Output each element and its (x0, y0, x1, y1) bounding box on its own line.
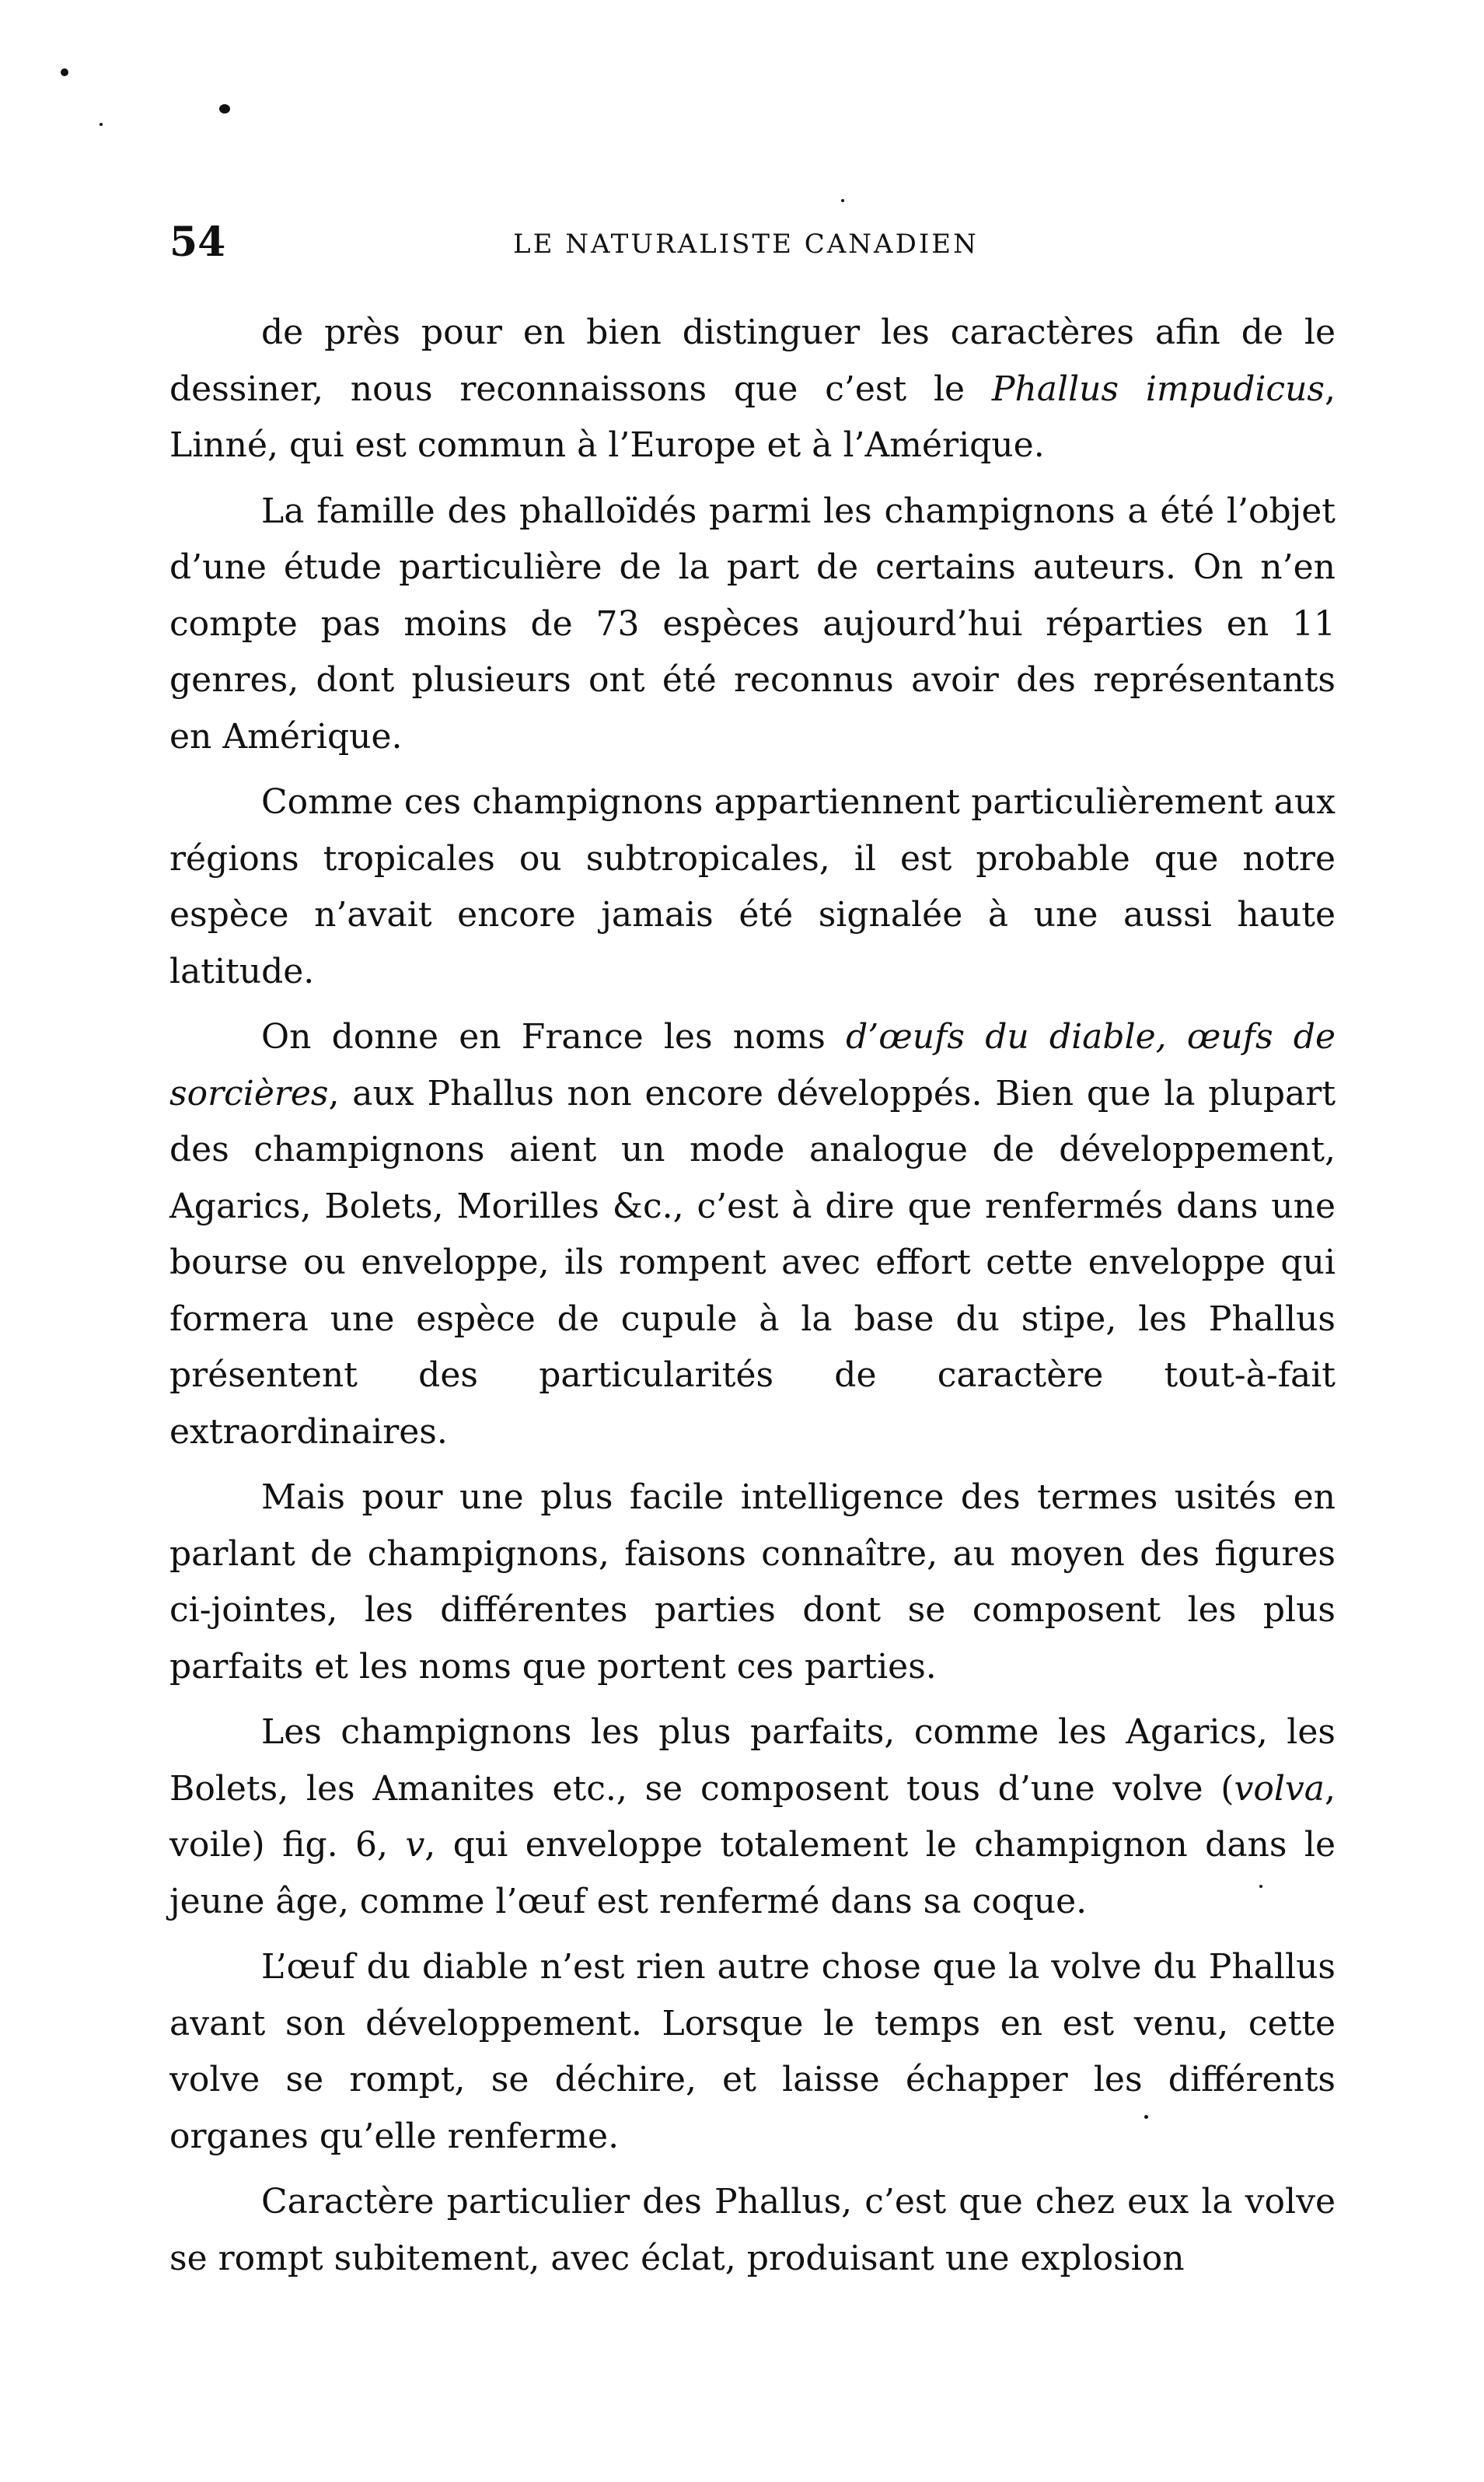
paragraph-text: Mais pour une plus facile intelligence des termes usités en parlant de champignons, faisons connaître, au moyen des figures ci-jointes, les différentes parties dont se composent les plus parfaits et les noms que portent ces parties. (169, 1477, 1336, 1687)
paragraph-text: L’œuf du diable n’est rien autre chose que la volve du Phallus avant son développement. Lorsque le temps en est venu, cette volve se rompt, se déchire, et laisse échapper les différents organes qu’elle renferme. (169, 1947, 1336, 2156)
paragraph-text: , voile) fig. 6, (169, 1768, 1336, 1865)
paragraph-text: Comme ces champignons appartiennent particulièrement aux régions tropicales ou subtropicales, il est probable que notre espèce n’avait encore jamais été signalée à une aussi haute latitude. (169, 782, 1336, 991)
paragraph-text: Les champignons les plus parfaits, comme les Agarics, les Bolets, les Amanites etc., se composent tous d’une volve ( (169, 1712, 1336, 1809)
scan-speck (219, 104, 230, 114)
paragraph (169, 305, 1336, 474)
paragraph-text: , Linné, qui est commun à l’Europe et à l’Amérique. (169, 369, 1336, 465)
paragraph (169, 2174, 1336, 2287)
scan-speck (841, 199, 844, 202)
page-header (169, 219, 1336, 266)
italic-figure-letter: v (405, 1825, 425, 1865)
paragraph-text: , qui enveloppe totalement le champignon dans le jeune âge, comme l’œuf est renfermé dans sa coque. (169, 1825, 1336, 1921)
species-name: Phallus impudicus (991, 369, 1325, 409)
scan-speck (1144, 2115, 1148, 2119)
paragraph-text: , aux Phallus non encore développés. Bien que la plupart des champignons aient un mode analogue de développement, Agarics, Bolets, Morilles &c., c’est à dire que renfermés dans une bourse ou enveloppe, ils rompent avec effort cette enveloppe qui formera une espèce de cupule à la base du stipe, les Phallus présentent des particularités de caractère tout-à-fait extraordinaires. (169, 1073, 1336, 1452)
scan-speck (100, 123, 103, 126)
running-head: LE NATURALISTE CANADIEN (513, 229, 979, 260)
paragraph (169, 484, 1336, 766)
italic-phrase: d’œufs du diable, œufs de sorcières (169, 1017, 1336, 1113)
paragraph-text: La famille des phalloïdés parmi les champignons a été l’objet d’une étude particulière de la part de certains auteurs. On n’en compte pas moins de 73 espèces aujourd’hui réparties en 11 genres, dont plusieurs ont été reconnus avoir des représentants en Amérique. (169, 491, 1336, 757)
scan-speck (61, 68, 68, 76)
scan-speck (1259, 1885, 1262, 1888)
paragraph (169, 1470, 1336, 1695)
paragraph (169, 1939, 1336, 2165)
paragraph (169, 1009, 1336, 1460)
paragraph-text: de près pour en bien distinguer les caractères afin de le dessiner, nous reconnaissons que c’est le (169, 313, 1336, 409)
paragraph (169, 774, 1336, 1000)
paragraph (169, 1704, 1336, 1930)
page-body (169, 305, 1336, 2296)
italic-term: volva (1234, 1768, 1325, 1809)
paragraph-text: Caractère particulier des Phallus, c’est que chez eux la volve se rompt subitement, avec éclat, produisant une explosion (169, 2182, 1336, 2278)
paragraph-text: On donne en France les noms (261, 1017, 847, 1057)
page-number: 54 (169, 218, 226, 266)
